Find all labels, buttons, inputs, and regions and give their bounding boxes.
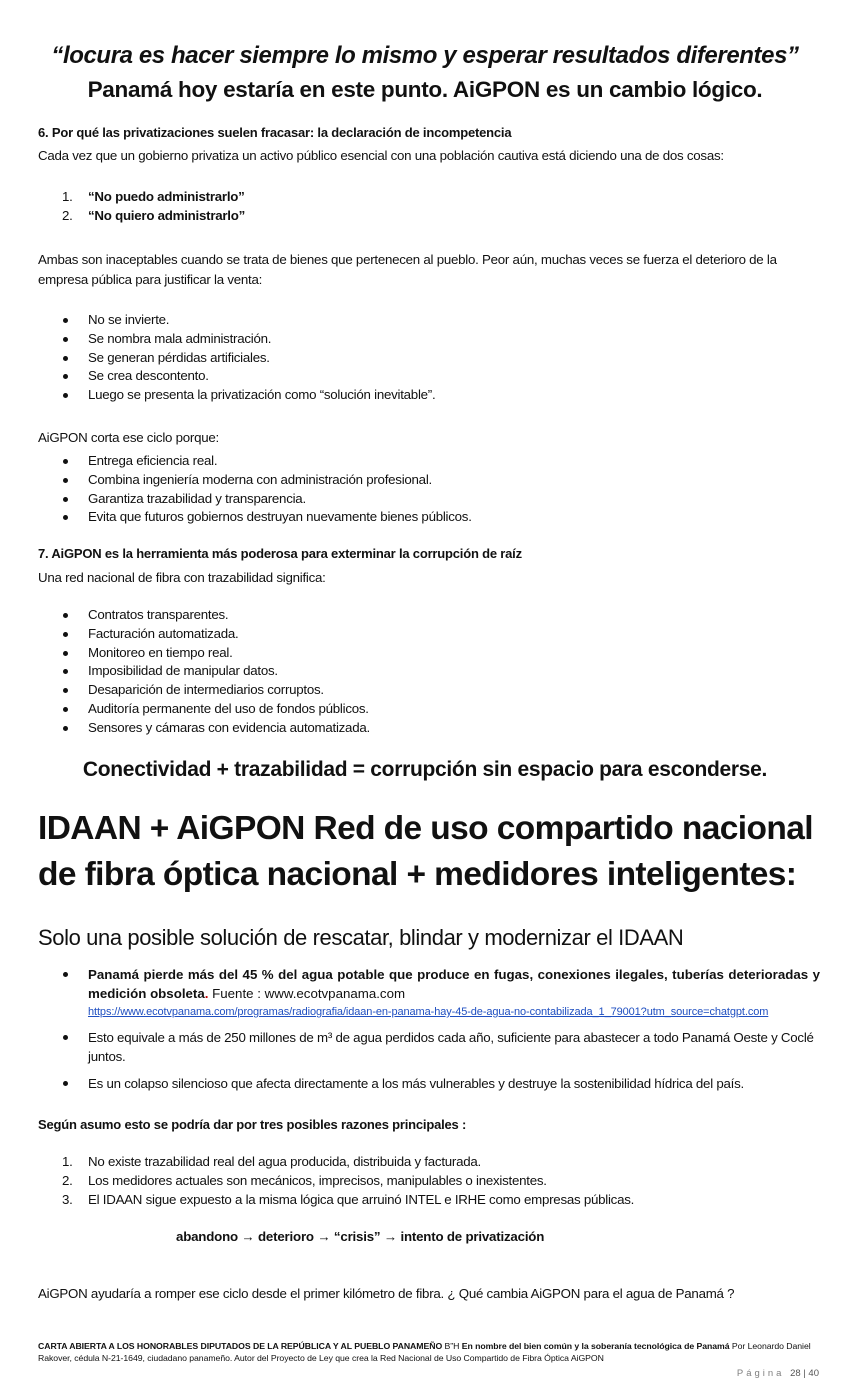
- bullet-icon: [63, 1035, 68, 1040]
- bullet-item: [38, 1028, 820, 1066]
- item-text: El IDAAN sigue expuesto a la misma lógica que arruinó INTEL e IRHE como empresas públicas.: [88, 1191, 635, 1207]
- idaan-bullets: [38, 965, 820, 1093]
- bullet-icon: [63, 972, 68, 977]
- footer-title: CARTA ABIERTA A LOS HONORABLES DIPUTADOS DE LA REPÚBLICA Y AL PUEBLO PANAMEÑO: [38, 1341, 443, 1351]
- bullet-item: [38, 625, 818, 644]
- bullet-item: [38, 700, 818, 719]
- item-text: No existe trazabilidad real del agua producida, distribuida y facturada.: [88, 1154, 481, 1169]
- item-text: “No quiero administrarlo”: [88, 207, 246, 223]
- footer-bh: B”H: [442, 1341, 462, 1351]
- bullet-item: [38, 644, 818, 663]
- section7-intro: Una red nacional de fibra con trazabilidad significa:: [38, 570, 326, 585]
- item-number: 1.: [62, 1154, 73, 1169]
- item-number: 2.: [62, 207, 73, 223]
- bullet-icon: [63, 726, 68, 731]
- bullet-text: Es un colapso silencioso que afecta directamente a los más vulnerables y destruye la sostenibilidad hídrica del país.: [88, 1076, 744, 1091]
- section6-bullets: [38, 311, 818, 405]
- privatization-cycle: abandono → deterioro → “crisis” → intento de privatización: [176, 1229, 545, 1244]
- bullet-icon: [63, 707, 68, 712]
- bullet-text: Se nombra mala administración.: [88, 330, 272, 346]
- bullet-item: [38, 508, 818, 527]
- bullet-item: [38, 606, 818, 625]
- cycle-bullets: [38, 452, 818, 527]
- bullet-icon: [63, 1081, 68, 1086]
- bullet-text: Esto equivale a más de 250 millones de m³ de agua perdidos cada año, suficiente para abastecer a todo Panamá Oeste y Coclé juntos.: [88, 1030, 814, 1064]
- section6-heading: 6. Por qué las privatizaciones suelen fracasar: la declaración de incompetencia: [38, 125, 512, 140]
- section7-bullets: [38, 606, 818, 738]
- bullet-icon: [63, 318, 68, 323]
- page-number: [737, 1368, 819, 1379]
- item-number: 2.: [62, 1172, 73, 1188]
- bullet-text: Combina ingeniería moderna con administración profesional.: [88, 471, 432, 487]
- cycle-intro: AiGPON corta ese ciclo porque:: [38, 430, 219, 445]
- page-count: 28 | 40: [790, 1368, 819, 1379]
- bullet-icon: [63, 337, 68, 342]
- bullet-text: Se generan pérdidas artificiales.: [88, 349, 270, 365]
- bullet-item: [38, 330, 818, 349]
- bullet-text: Facturación automatizada.: [88, 625, 239, 641]
- section6-numbered-list: [38, 188, 818, 226]
- bullet-icon: [63, 374, 68, 379]
- loss-statement: Panamá pierde más del 45 % del agua potable que produce en fugas, conexiones ilegales, tuberías deterioradas y medición obsoleta: [88, 967, 820, 1001]
- bullet-text: Imposibilidad de manipular datos.: [88, 663, 278, 679]
- bullet-item: [38, 1074, 820, 1093]
- bullet-icon: [63, 393, 68, 398]
- bullet-text: Contratos transparentes.: [88, 607, 229, 622]
- footer-motto: En nombre del bien común y la soberanía tecnológica de Panamá: [461, 1341, 730, 1351]
- page-footer: [38, 1340, 828, 1364]
- page-label: Página: [736, 1368, 785, 1379]
- section6-paragraph: Ambas son inaceptables cuando se trata de bienes que pertenecen al pueblo. Peor aún, muchas veces se fuerza el deterioro de la empresa pública para justificar la venta:: [38, 252, 777, 287]
- bullet-icon: [63, 613, 68, 618]
- reasons-list: [38, 1153, 818, 1209]
- bullet-text: No se invierte.: [88, 312, 170, 327]
- item-text: “No puedo administrarlo”: [88, 189, 245, 204]
- bullet-item: [38, 719, 818, 738]
- bullet-text: Garantiza trazabilidad y transparencia.: [88, 490, 306, 506]
- bullet-text: Entrega eficiencia real.: [88, 453, 218, 468]
- section6-intro: Cada vez que un gobierno privatiza un activo público esencial con una población cautiva está diciendo una de dos cosas:: [38, 148, 724, 163]
- bullet-item: [38, 490, 818, 509]
- numbered-item: [38, 188, 818, 207]
- bullet-icon: [63, 632, 68, 637]
- bullet-text: Se crea descontento.: [88, 368, 209, 384]
- numbered-item: [38, 1172, 818, 1191]
- bullet-text: Luego se presenta la privatización como “solución inevitable”.: [88, 387, 436, 403]
- numbered-item: [38, 1153, 818, 1172]
- idaan-title-line2: de fibra óptica nacional + medidores inteligentes:: [38, 856, 797, 893]
- footer-author: Por Leonardo Daniel Rakover, cédula N-21-1649, ciudadano panameño. Autor del Proyecto de Ley que crea la Red Nacional de Uso Compartido de Fibra Óptica AiGPON: [38, 1341, 811, 1363]
- bullet-item: [38, 965, 820, 1020]
- header-quote: “locura es hacer siempre lo mismo y esperar resultados diferentes”: [51, 42, 799, 69]
- bullet-item: [38, 452, 818, 471]
- bullet-item: [38, 367, 818, 386]
- red-period: .: [204, 986, 209, 1001]
- numbered-item: [38, 207, 818, 226]
- idaan-title-line1: IDAAN + AiGPON Red de uso compartido nacional: [38, 810, 813, 847]
- bullet-item: [38, 349, 818, 368]
- bullet-icon: [63, 497, 68, 502]
- bullet-item: [38, 471, 818, 490]
- idaan-lead: Solo una posible solución de rescatar, blindar y modernizar el IDAAN: [38, 925, 684, 950]
- bullet-text: Auditoría permanente del uso de fondos públicos.: [88, 700, 369, 716]
- closing-paragraph: AiGPON ayudaría a romper ese ciclo desde el primer kilómetro de fibra. ¿ Qué cambia AiGPON para el agua de Panamá ?: [38, 1286, 735, 1301]
- bullet-text: Sensores y cámaras con evidencia automatizada.: [88, 719, 370, 735]
- item-number: 1.: [62, 189, 73, 204]
- bullet-icon: [63, 478, 68, 483]
- bullet-text: Evita que futuros gobiernos destruyan nuevamente bienes públicos.: [88, 509, 472, 525]
- bullet-text: Monitoreo en tiempo real.: [88, 644, 233, 660]
- bullet-icon: [63, 669, 68, 674]
- numbered-item: [38, 1191, 818, 1210]
- bullet-item: [38, 386, 818, 405]
- section7-heading: 7. AiGPON es la herramienta más poderosa para exterminar la corrupción de raíz: [38, 546, 522, 561]
- bullet-text: Desaparición de intermediarios corruptos.: [88, 682, 324, 698]
- bullet-icon: [63, 688, 68, 693]
- bullet-item: [38, 681, 818, 700]
- bullet-item: [38, 311, 818, 330]
- item-number: 3.: [62, 1191, 73, 1207]
- idaan-title: [38, 806, 813, 898]
- header-subquote: Panamá hoy estaría en este punto. AiGPON es un cambio lógico.: [87, 77, 763, 102]
- bullet-icon: [63, 651, 68, 656]
- item-text: Los medidores actuales son mecánicos, imprecisos, manipulables o inexistentes.: [88, 1172, 547, 1188]
- bullet-icon: [63, 515, 68, 520]
- bullet-item: [38, 662, 818, 681]
- bullet-icon: [63, 459, 68, 464]
- bullet-icon: [63, 356, 68, 361]
- source-label: Fuente : www.ecotvpanama.com: [208, 986, 406, 1001]
- source-link[interactable]: https://www.ecotvpanama.com/programas/radiografia/idaan-en-panama-hay-45-de-agua-no-contabilizada_1_79001?utm_source=chatgpt.com: [88, 1006, 769, 1018]
- reasons-heading: Según asumo esto se podría dar por tres posibles razones principales :: [38, 1117, 467, 1132]
- slogan: Conectividad + trazabilidad = corrupción sin espacio para esconderse.: [82, 758, 768, 781]
